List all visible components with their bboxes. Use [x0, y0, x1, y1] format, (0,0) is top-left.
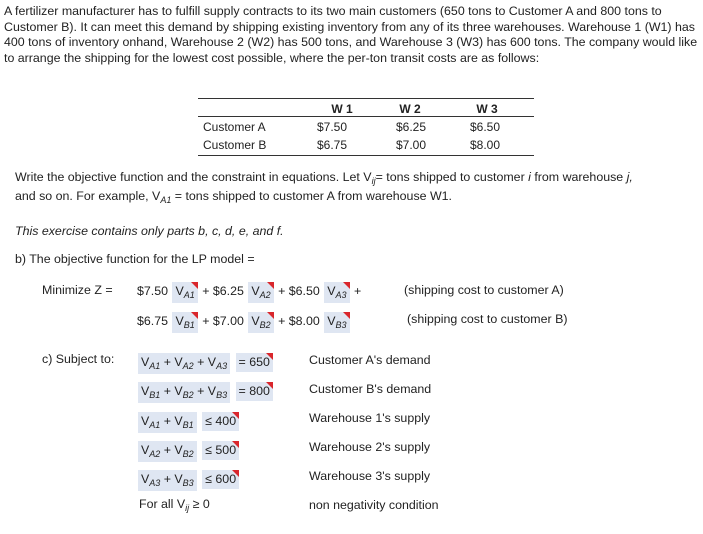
header-w2: W 2 — [399, 102, 421, 116]
constraint-rhs-input[interactable]: ≤ 400 — [202, 412, 239, 431]
cell-b-w3: $8.00 — [470, 138, 501, 152]
objective-row-b: $6.75 $V_{B1}$ + $7.00 $V_{B2}$ + $8.00 $V_{B3}$ — [137, 312, 351, 333]
nonnegativity-label: non negativity condition — [309, 498, 439, 512]
table-bottom-rule — [198, 155, 534, 156]
part-b-heading: b) The objective function for the LP model = — [15, 252, 255, 266]
constraint-row — [137, 441, 240, 462]
constraint-rhs-input[interactable]: = 650 — [236, 353, 273, 372]
instruction-line-1: Write the objective function and the constraint in equations. Let $V_{ij}=$ tons shipped to customer i from warehouse j, — [15, 170, 633, 186]
table-top-rule — [198, 98, 534, 99]
table-header-rule — [198, 116, 534, 117]
constraint-label: Warehouse 3's supply — [309, 469, 431, 483]
var-input-b2[interactable]: $V_{B2}$ — [248, 312, 273, 333]
instruction-line-2: and so on. For example, $V_{A1}$ = tons shipped to customer A from warehouse W1. — [15, 189, 452, 205]
objective-note-a: (shipping cost to customer A) — [404, 283, 564, 297]
constraint-rhs-input[interactable]: ≤ 500 — [202, 441, 239, 460]
var-input-b3[interactable]: $V_{B3}$ — [324, 312, 349, 333]
part-c-heading: c) Subject to: — [42, 352, 115, 366]
cell-a-w3: $6.50 — [470, 120, 501, 134]
header-w1: W 1 — [331, 102, 353, 116]
constraint-lhs-input[interactable]: $V_{A3} + V_{B3}$ — [138, 470, 197, 491]
cell-a-w1: $7.50 — [317, 120, 348, 134]
cell-b-w1: $6.75 — [317, 138, 348, 152]
constraint-label: Customer A's demand — [309, 353, 431, 367]
objective-note-b: (shipping cost to customer B) — [407, 312, 568, 326]
constraint-lhs-input[interactable]: $V_{B1} + V_{B2} + V_{B3}$ — [138, 382, 230, 403]
cell-b-w2: $7.00 — [396, 138, 427, 152]
constraint-label: Warehouse 2's supply — [309, 440, 431, 454]
row-label: Customer B — [203, 138, 267, 152]
constraint-label: Customer B's demand — [309, 382, 432, 396]
row-label: Customer A — [203, 120, 266, 134]
constraint-rhs-input[interactable]: ≤ 600 — [202, 470, 239, 489]
constraint-row — [137, 412, 240, 433]
constraint-label: Warehouse 1's supply — [309, 411, 431, 425]
cell-a-w2: $6.25 — [396, 120, 427, 134]
constraint-rhs-input[interactable]: = 800 — [236, 382, 273, 401]
constraint-lhs-input[interactable]: $V_{A1} + V_{B1}$ — [138, 412, 197, 433]
objective-row-a: $7.50 $V_{A1}$ + $6.25 $V_{A2}$ + $6.50 $V_{A3}$ + — [137, 282, 361, 303]
constraint-row — [137, 382, 274, 403]
header-w3: W 3 — [476, 102, 498, 116]
nonnegativity-condition: For all $V_{ij} \ge 0$ — [139, 497, 210, 513]
minimize-label: Minimize Z = — [42, 283, 113, 297]
constraint-row — [137, 470, 240, 491]
problem-statement: A fertilizer manufacturer has to fulfill supply contracts to its two main customers (650 tons to Customer A and 800 tons to Customer B). It can meet this demand by shipping existing inventory from any of its three warehouses. Warehouse 1 (W1) has 400 tons of inventory onhand, Warehouse 2 (W2) has 500 tons, and Warehouse 3 (W3) has 600 tons. The company would like to arrange the shipping for the lowest cost possible, where the per-ton transit costs are as follows: — [4, 4, 698, 65]
constraint-lhs-input[interactable]: $V_{A1} + V_{A2} + V_{A3}$ — [138, 353, 230, 374]
var-input-b1[interactable]: $V_{B1}$ — [172, 312, 197, 333]
var-input-a2[interactable]: $V_{A2}$ — [248, 282, 273, 303]
var-input-a1[interactable]: $V_{A1}$ — [172, 282, 197, 303]
exercise-note: This exercise contains only parts b, c, d, e, and f. — [15, 224, 284, 238]
constraint-row — [137, 353, 274, 374]
constraint-lhs-input[interactable]: $V_{A2} + V_{B2}$ — [138, 441, 197, 462]
var-input-a3[interactable]: $V_{A3}$ — [324, 282, 349, 303]
